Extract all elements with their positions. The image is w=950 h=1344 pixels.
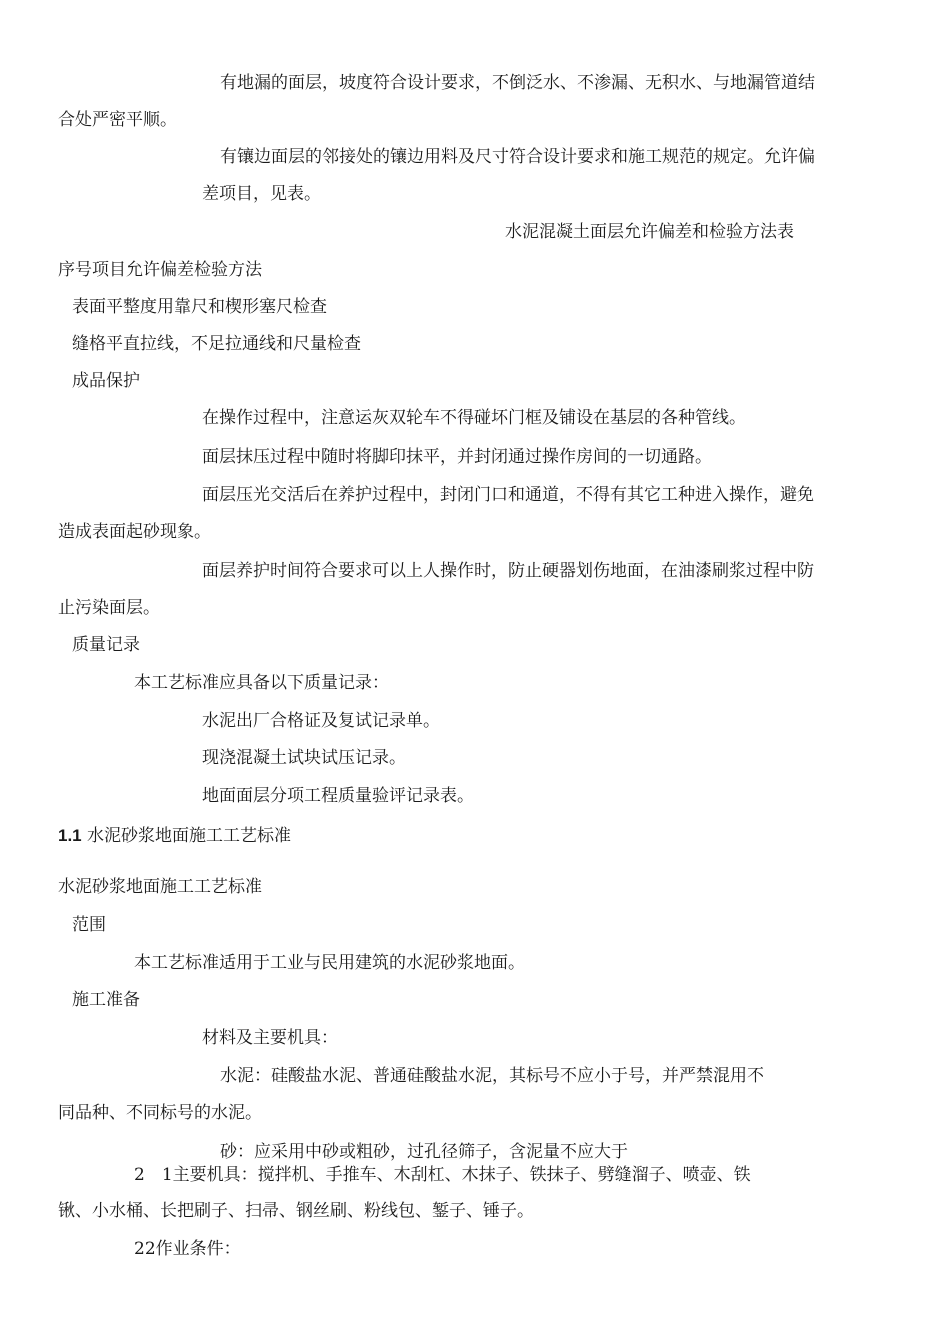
text-line: 2 1主要机具：搅拌机、手推车、木刮杠、木抹子、铁抹子、劈缝溜子、喷壶、铁 [134, 1165, 751, 1185]
chapter-title: 水泥砂浆地面施工工艺标准 [87, 826, 292, 846]
text-line: 砂：应采用中砂或粗砂，过孔径筛子，含泥量不应大于 [220, 1142, 628, 1162]
text-line: 合处严密平顺。 [58, 110, 177, 130]
text-line: 差项目，见表。 [202, 184, 321, 204]
table-row: 表面平整度用靠尺和楔形塞尺检查 [72, 297, 327, 317]
text-line: 本工艺标准适用于工业与民用建筑的水泥砂浆地面。 [134, 953, 525, 973]
list-item: 水泥出厂合格证及复试记录单。 [202, 711, 440, 731]
text-line: 水泥：硅酸盐水泥、普通硅酸盐水泥，其标号不应小于号，并严禁混用不 [220, 1066, 764, 1086]
text-line: 本工艺标准应具备以下质量记录： [134, 673, 389, 693]
text-line: 面层压光交活后在养护过程中，封闭门口和通道，不得有其它工种进入操作，避免 [202, 485, 814, 505]
text-line: 材料及主要机具： [202, 1028, 338, 1048]
section-number: 1.1 [58, 826, 82, 845]
list-item: 现浇混凝土试块试压记录。 [202, 748, 406, 768]
list-item: 地面面层分项工程质量验评记录表。 [202, 786, 474, 806]
document-title: 水泥砂浆地面施工工艺标准 [58, 877, 262, 897]
text-line: 有地漏的面层，坡度符合设计要求，不倒泛水、不渗漏、无积水、与地漏管道结 [220, 73, 815, 93]
text-line: 同品种、不同标号的水泥。 [58, 1103, 262, 1123]
text-line: 止污染面层。 [58, 598, 160, 618]
text-line: 面层抹压过程中随时将脚印抹平，并封闭通过操作房间的一切通路。 [202, 447, 712, 467]
text-line: 造成表面起砂现象。 [58, 522, 211, 542]
text-line: 面层养护时间符合要求可以上人操作时，防止硬器划伤地面，在油漆刷浆过程中防 [202, 561, 814, 581]
section-heading: 范围 [72, 915, 106, 935]
chapter-heading [58, 824, 291, 848]
text-line: 锹、小水桶、长把刷子、扫帚、钢丝刷、粉线包、錾子、锤子。 [58, 1201, 534, 1221]
table-caption: 水泥混凝土面层允许偏差和检验方法表 [505, 222, 794, 242]
table-header-row: 序号项目允许偏差检验方法 [58, 260, 262, 280]
text-line: 在操作过程中，注意运灰双轮车不得碰坏门框及铺设在基层的各种管线。 [202, 408, 746, 428]
text-line: 22作业条件： [134, 1239, 241, 1259]
section-heading: 成品保护 [72, 371, 140, 391]
section-heading: 质量记录 [72, 635, 140, 655]
table-row: 缝格平直拉线，不足拉通线和尺量检查 [72, 334, 361, 354]
text-line: 有镶边面层的邻接处的镶边用料及尺寸符合设计要求和施工规范的规定。允许偏 [220, 147, 815, 167]
section-heading: 施工准备 [72, 990, 140, 1010]
